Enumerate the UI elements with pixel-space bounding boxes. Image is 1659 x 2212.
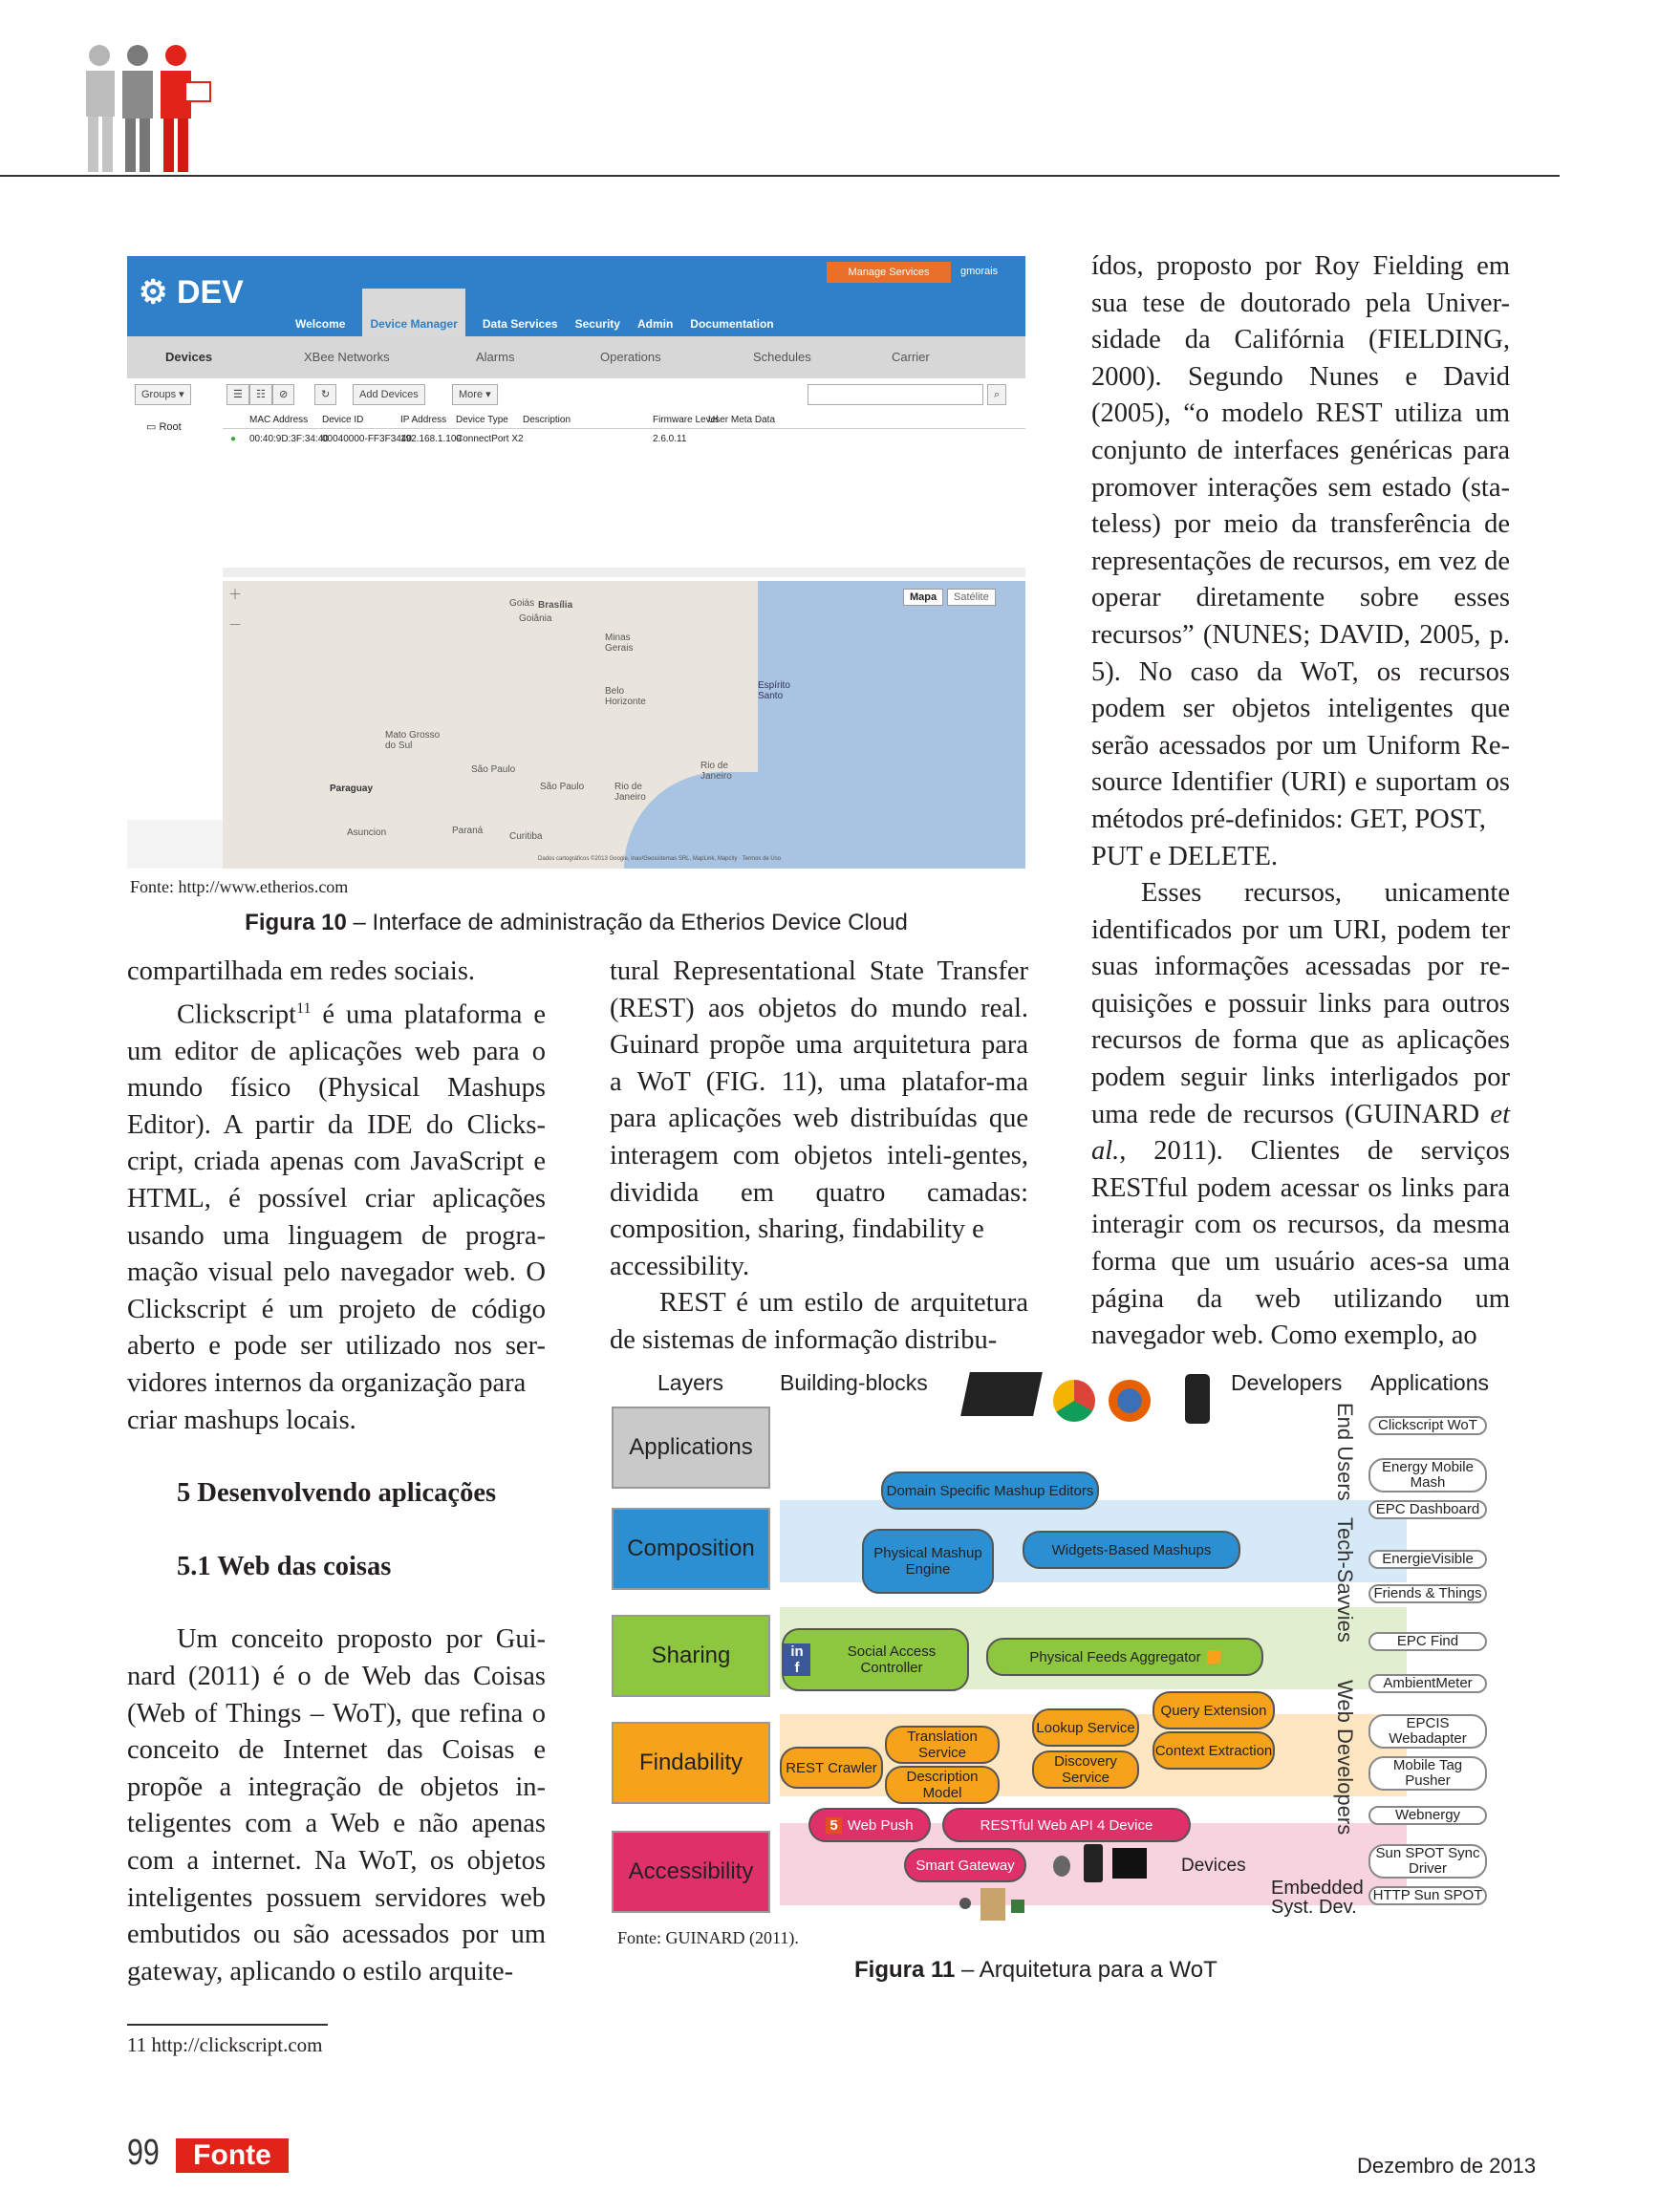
col-device-id[interactable]: Device ID (322, 415, 364, 425)
table-scrollbar[interactable] (223, 568, 1025, 577)
laptop-icon (960, 1372, 1043, 1416)
map-label: Paraguay (330, 784, 374, 794)
map-label: São Paulo (471, 764, 516, 775)
map-type-satellite[interactable]: Satélite (947, 589, 996, 606)
col-device-type[interactable]: Device Type (456, 415, 508, 425)
people-logo (78, 44, 222, 174)
paragraph: Esses recursos, unicamente identificados por um URI, podem ter suas informações acessadas por re-quisições e possuir links para outros recursos de forma que as aplicações podem seguir links interligados por uma rede de recursos (GUINARD et al., 2011). Clientes de serviços RESTful podem acessar os links para interagir com os recursos, da mesma forma que um usuário aces-sa uma página da web utilizando um navegador web. Como exemplo, ao (1091, 878, 1510, 1351)
map-label: Espírito Santo (758, 680, 790, 701)
search-icon[interactable]: ⌕ (987, 384, 1006, 405)
app-item: EPC Dashboard (1368, 1500, 1487, 1519)
map-label: Rio de Janeiro (614, 782, 646, 803)
add-devices-button[interactable]: Add Devices (353, 384, 425, 405)
block-physical-engine: Physical Mashup Engine (862, 1529, 994, 1594)
figure-10-caption: Figura 10 – Interface de administração da Etherios Device Cloud (245, 910, 908, 935)
table-header (223, 411, 1025, 429)
layer-sharing: Sharing (612, 1615, 770, 1697)
issue-date: Dezembro de 2013 (1357, 2154, 1537, 2178)
app-item: Sun SPOT Sync Driver (1368, 1844, 1487, 1879)
firefox-icon (1109, 1380, 1151, 1422)
block-description: Description Model (885, 1766, 1000, 1804)
app-item: AmbientMeter (1368, 1674, 1487, 1693)
column-3 (1091, 248, 1510, 1355)
header-layers: Layers (657, 1370, 724, 1395)
figure-10-source: Fonte: http://www.etherios.com (130, 877, 349, 896)
map-label: São Paulo (540, 782, 585, 792)
layer-findability: Findability (612, 1722, 770, 1804)
section-heading: 5 Desenvolvendo aplicações (177, 1478, 497, 1509)
header-developers: Developers (1231, 1370, 1343, 1395)
social-icons: in f (784, 1643, 810, 1676)
block-widgets: Widgets-Based Mashups (1023, 1531, 1240, 1569)
more-dropdown[interactable]: More ▾ (452, 384, 498, 405)
role-tech-savvies: Tech-Savvies (1333, 1517, 1357, 1643)
app-item: HTTP Sun SPOT (1368, 1886, 1487, 1905)
app-topbar (127, 256, 1025, 336)
header-building-blocks: Building-blocks (780, 1370, 928, 1395)
map-label: Rio de Janeiro (700, 761, 732, 782)
app-subtabs (127, 336, 1025, 378)
app-logo: ⚙ DEV (139, 274, 244, 311)
zoom-in-icon[interactable]: ＋ (228, 589, 242, 603)
app-item: EPC Find (1368, 1632, 1487, 1651)
paragraph: Clickscript$^{11}$ é uma plataforma e um editor de aplicações web para o mundo físico (Physical Mashups Editor). A partir da IDE do Clicks-cript, criada apenas com JavaScript e HTML, é possível criar aplicações usando uma linguagem de progra-mação visual pelo navegador web. O Clickscript é um projeto de código aberto e pode ser utilizado nos ser-vidores internos da organização para (127, 999, 546, 1399)
block-restful-api: RESTful Web API 4 Device (942, 1808, 1191, 1842)
page-number: 99 (127, 2133, 160, 2173)
map-label: Asuncion (347, 827, 387, 838)
sensor-icons (952, 1888, 1028, 1922)
map-label: Goiânia (519, 613, 552, 624)
subsection-heading: 5.1 Web das coisas (177, 1551, 392, 1581)
nav-data-services[interactable]: Data Services (482, 317, 558, 331)
layer-composition: Composition (612, 1508, 770, 1590)
layer-applications: Applications (612, 1407, 770, 1489)
paragraph: ídos, proposto por Roy Fielding em sua tese de doutorado pela Univer-sidade da Califórnia (FIELDING, 2000). Segundo Nunes e David (2005), “o modelo REST utiliza um conjunto de interfaces genéricas para promover interações sem estado (sta-teless) por meio da transferência de representações de recursos, em vez de operar diretamente sobre esses recursos” (NUNES; DAVID, 2005, p. 5). No caso da WoT, os recursos podem ser objetos inteligentes que serão acessados por um Uniform Re-source Identifier (URI) e suportam os métodos pré-definidos: GET, POST, (1091, 251, 1510, 834)
map-attribution: Dados cartográficos ©2013 Google, Inav/Geosistemas SRL, MapLink, Mapcity · Termos de Uso (538, 856, 782, 862)
subtab-operations[interactable]: Operations (600, 350, 661, 364)
figure-10-screenshot (127, 256, 1025, 869)
layer-accessibility: Accessibility (612, 1831, 770, 1913)
user-menu[interactable]: gmorais (960, 266, 999, 277)
list-view-icon[interactable]: ☰ (226, 384, 249, 405)
figure-11-source: Fonte: GUINARD (2011). (617, 1928, 799, 1947)
block-feeds-aggregator: Physical Feeds Aggregator (986, 1638, 1263, 1676)
map-label: Belo Horizonte (605, 686, 646, 707)
block-social-access: in f Social Access Controller (782, 1628, 969, 1691)
app-item: EPCIS Webadapter (1368, 1714, 1487, 1749)
column-1 (127, 954, 546, 1990)
subtab-alarms[interactable]: Alarms (476, 350, 515, 364)
block-lookup: Lookup Service (1032, 1708, 1139, 1747)
role-web-developers: Web Developers (1333, 1680, 1357, 1836)
chrome-icon (1053, 1380, 1095, 1422)
map-panel[interactable] (223, 581, 1025, 869)
paragraph: Um conceito proposto por Gui-nard (2011) é o de Web das Coisas (Web of Things – WoT), que refina o conceito de Internet das Coisas e propõe a integração de objetos in-teligentes com a Web e não apenas com a internet. Na WoT, os objetos inteligentes possuem servidores web embutidos ou são acessados por um gateway, aplicando o estilo arquite- (127, 1624, 546, 1987)
app-item: EnergieVisible (1368, 1550, 1487, 1569)
detail-view-icon[interactable]: ☷ (249, 384, 272, 405)
zoom-out-icon[interactable]: － (228, 619, 242, 634)
role-embedded: Embedded Syst. Dev. (1271, 1878, 1364, 1918)
paragraph-last-line: accessibility. (610, 1251, 750, 1281)
col-description[interactable]: Description (523, 415, 571, 425)
block-smart-gateway: Smart Gateway (904, 1848, 1026, 1882)
app-item: Clickscript WoT (1368, 1416, 1487, 1435)
nav-admin[interactable]: Admin (636, 317, 674, 331)
header-rule (0, 175, 1560, 177)
devices-label: Devices (1181, 1856, 1246, 1876)
nav-documentation[interactable]: Documentation (690, 317, 774, 331)
figure-11-diagram (612, 1364, 1510, 1938)
block-query-extension: Query Extension (1153, 1691, 1275, 1729)
header-applications: Applications (1370, 1370, 1490, 1395)
map-label: Minas Gerais (605, 633, 634, 654)
refresh-icon[interactable]: ↻ (314, 384, 336, 405)
app-item: Webnergy (1368, 1806, 1487, 1825)
nav-device-manager[interactable]: Device Manager (362, 289, 464, 363)
nav-security[interactable]: Security (574, 317, 620, 331)
search-input[interactable] (808, 384, 983, 405)
role-end-users: End Users (1333, 1403, 1357, 1501)
subtab-schedules[interactable]: Schedules (753, 350, 811, 364)
block-context-extraction: Context Extraction (1153, 1731, 1275, 1770)
block-domain-editors: Domain Specific Mashup Editors (881, 1471, 1099, 1510)
paragraph: REST é um estilo de arquitetura de sistemas de informação distribu- (610, 1288, 1028, 1355)
col-firmware[interactable]: Firmware Level (653, 415, 719, 425)
block-rest-crawler: REST Crawler (780, 1747, 883, 1789)
device-icons (1053, 1844, 1149, 1882)
footnote-rule (127, 2024, 328, 2026)
map-label: Goiás (509, 598, 535, 609)
col-mac[interactable]: MAC Address (249, 415, 309, 425)
subtab-carrier[interactable]: Carrier (892, 350, 930, 364)
tree-panel (127, 411, 224, 820)
col-ip[interactable]: IP Address (400, 415, 447, 425)
manage-services-button[interactable]: Manage Services (827, 262, 951, 283)
paragraph: tural Representational State Transfer (REST) aos objetos do mundo real. Guinard propõe uma arquitetura para a WoT (FIG. 11), uma platafor-ma para aplicações web distribuídas que interagem com objetos inteli-gentes, dividida em quatro camadas: composition, sharing, findability e (610, 956, 1028, 1245)
map-label: Brasília (538, 600, 573, 611)
html5-icon: 5 (826, 1817, 841, 1834)
nav-welcome[interactable]: Welcome (295, 317, 346, 331)
subtab-xbee[interactable]: XBee Networks (304, 350, 390, 364)
magazine-logo: Fonte (176, 2138, 289, 2173)
tree-root[interactable]: ▭ Root (146, 421, 182, 433)
paragraph-last-line: criar mashups locais. (127, 1405, 356, 1435)
map-label: Curitiba (509, 831, 543, 842)
footnote: 11 http://clickscript.com (127, 2033, 323, 2056)
app-item: Friends & Things (1368, 1584, 1487, 1603)
paragraph-last-line: PUT e DELETE. (1091, 841, 1278, 871)
table-row[interactable]: ● 00:40:9D:3F:34:40 00040000-FF3F3440 192.168.1.109 ConnectPort X2 2.6.0.11 (230, 434, 687, 444)
app-toolbar (127, 378, 1025, 412)
map-label: Mato Grosso do Sul (385, 730, 441, 751)
map-view-icon[interactable]: ⊘ (272, 384, 294, 405)
rss-icon (1207, 1650, 1220, 1664)
app-item: Energy Mobile Mash (1368, 1458, 1487, 1493)
groups-dropdown[interactable]: Groups ▾ (135, 384, 191, 405)
block-discovery: Discovery Service (1032, 1750, 1139, 1789)
block-web-push: 5 Web Push (808, 1808, 931, 1842)
subtab-devices[interactable]: Devices (165, 350, 213, 364)
figure-11-caption: Figura 11 – Arquitetura para a WoT (854, 1957, 1217, 1983)
block-translation: Translation Service (885, 1726, 1000, 1764)
app-item: Mobile Tag Pusher (1368, 1756, 1487, 1791)
map-label: Paraná (452, 826, 484, 836)
map-type-mapa[interactable]: Mapa (903, 589, 943, 606)
status-dot-icon: ● (230, 434, 237, 444)
phone-icon (1185, 1374, 1210, 1424)
col-meta[interactable]: User Meta Data (708, 415, 776, 425)
paragraph: compartilhada em redes sociais. (127, 956, 476, 986)
column-2 (610, 954, 1028, 1360)
